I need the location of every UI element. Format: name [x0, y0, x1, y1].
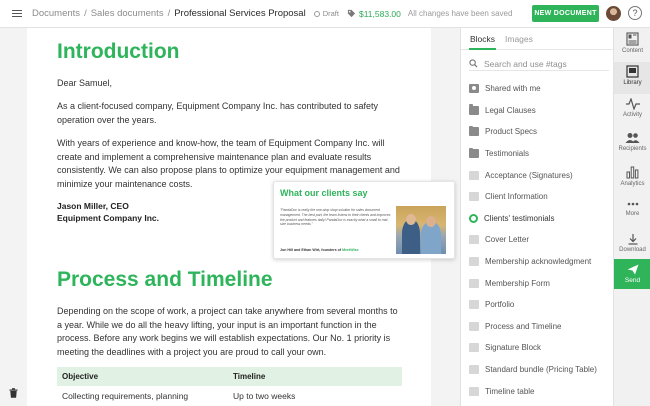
table-header-timeline: Timeline — [233, 372, 266, 381]
list-item[interactable] — [461, 164, 614, 186]
table-cell: Up to two weeks — [233, 391, 296, 401]
list-item-label: Legal Clauses — [485, 105, 536, 115]
recipients-icon — [625, 132, 640, 144]
menu-icon[interactable] — [12, 10, 22, 18]
list-item-label: Testimonials — [485, 149, 530, 159]
block-icon — [469, 387, 479, 396]
person-face — [406, 214, 416, 225]
draft-label: Draft — [322, 9, 339, 18]
table-header — [57, 367, 402, 386]
testimonial-photo — [396, 206, 446, 254]
rail-library-label: Library — [623, 80, 642, 86]
trash-icon[interactable] — [9, 388, 18, 398]
table-row — [57, 386, 402, 406]
testimonial-title: What our clients say — [280, 188, 368, 198]
rail-recipients-label: Recipients — [618, 146, 647, 152]
list-item[interactable] — [461, 208, 614, 230]
breadcrumb-documents[interactable]: Documents — [32, 8, 81, 19]
send-button[interactable] — [614, 259, 650, 289]
rail-content-label: Content — [621, 48, 643, 54]
greeting: Dear Samuel, — [57, 78, 113, 88]
list-item[interactable] — [461, 337, 614, 359]
search-icon — [469, 59, 478, 68]
list-item[interactable] — [461, 294, 614, 316]
rail-download[interactable] — [614, 233, 650, 259]
person-face — [426, 216, 436, 227]
list-item-label: Membership Form — [485, 278, 550, 288]
list-item-label: Acceptance (Signatures) — [485, 170, 573, 180]
breadcrumb-separator: / — [84, 8, 87, 19]
rail-recipients[interactable] — [614, 132, 650, 162]
content-icon — [626, 32, 639, 46]
folder-icon — [469, 127, 479, 136]
block-icon — [469, 322, 479, 331]
signature-company: Equipment Company Inc. — [57, 213, 160, 223]
person-figure — [402, 220, 420, 254]
rail-more-label: More — [625, 211, 640, 217]
block-search — [469, 57, 609, 71]
list-item-label: Product Specs — [485, 127, 538, 137]
list-item-label: Shared with me — [485, 84, 541, 94]
block-icon — [469, 192, 479, 201]
draft-status-icon — [314, 11, 320, 17]
folder-icon — [469, 149, 479, 158]
list-item-label: Timeline table — [485, 386, 535, 396]
table-cell: Collecting requirements, planning — [62, 391, 189, 401]
rail-analytics[interactable] — [614, 166, 650, 196]
testimonial-author — [280, 248, 359, 252]
active-tab-indicator — [469, 48, 496, 50]
breadcrumb-sales-documents[interactable]: Sales documents — [90, 8, 164, 19]
blocks-panel — [460, 28, 613, 406]
list-item[interactable] — [461, 121, 614, 143]
tab-images[interactable]: Images — [505, 34, 533, 44]
list-item-label: Client Information — [485, 192, 548, 202]
testimonial-quote: "PandaDoc is really the one-stop shop solution for sales document management. The best part, the team listens to their clients and improves the product and features daily! PandaDoc is exactly what a small to mid-size business needs." — [280, 208, 391, 227]
library-icon — [626, 65, 639, 78]
block-icon — [469, 235, 479, 244]
list-item[interactable] — [461, 100, 614, 122]
send-label: Send — [624, 277, 641, 284]
activity-icon — [626, 98, 640, 110]
timeline-table — [57, 367, 402, 406]
table-header-objective: Objective — [62, 372, 99, 381]
testimonial-author-brand: MeetWise — [342, 248, 359, 252]
rail-activity-label: Activity — [622, 112, 642, 118]
intro-heading: Introduction — [57, 40, 180, 63]
analytics-icon — [626, 166, 639, 179]
list-item[interactable] — [461, 359, 614, 381]
list-item[interactable] — [461, 316, 614, 338]
list-item-label: Standard bundle (Pricing Table) — [485, 365, 597, 375]
block-icon — [469, 300, 479, 309]
process-paragraph: Depending on the scope of work, a project can take anywhere from several months to a year. While we do all the heavy lifting, your input is an important function in the process. Before any work begins we will establish expectations. Our No. 1 priority is meeting the deadlines with a project you are proud to call your own. — [57, 306, 398, 357]
testimonial-author-text: Jon Hill and Ethan Wirt, founders of — [280, 248, 343, 252]
list-item[interactable] — [461, 143, 614, 165]
list-item-label: Membership acknowledgment — [485, 257, 592, 267]
intro-paragraph-1: As a client-focused company, Equipment Company Inc. has contributed to safety operation over the years. — [57, 101, 379, 125]
document-price: $11,583.00 — [358, 8, 401, 19]
avatar[interactable] — [606, 6, 621, 21]
save-status: All changes have been saved — [407, 9, 513, 18]
intro-paragraph-2: With years of experience and know-how, the team of Equipment Company Inc. will create and implement a comprehensive maintenance plan and evaluate results consistently. We can also propose plans to optimize your equipment management and minimize your maintenance costs. — [57, 138, 400, 189]
rail-download-label: Download — [619, 247, 646, 253]
folder-icon — [469, 106, 479, 115]
list-item[interactable] — [461, 251, 614, 273]
block-icon — [469, 279, 479, 288]
price-tag-icon — [347, 9, 356, 18]
download-icon — [627, 233, 639, 245]
document-title[interactable]: Professional Services Proposal — [174, 8, 306, 19]
rail-more[interactable] — [614, 202, 650, 228]
rail-activity[interactable] — [614, 98, 650, 128]
panel-tabs — [461, 28, 614, 50]
list-item-label: Portfolio — [485, 300, 515, 310]
new-document-button[interactable]: NEW DOCUMENT — [532, 5, 599, 22]
list-item[interactable] — [461, 272, 614, 294]
list-item-label: Cover Letter — [485, 235, 530, 245]
signature-name: Jason Miller, CEO — [57, 201, 129, 211]
list-item[interactable] — [461, 229, 614, 251]
testimonial-block-icon — [469, 214, 478, 223]
search-input[interactable] — [484, 59, 604, 69]
list-item[interactable] — [461, 186, 614, 208]
send-icon — [627, 264, 639, 275]
list-item[interactable] — [461, 380, 614, 402]
rail-analytics-label: Analytics — [620, 181, 645, 187]
shared-folder-icon — [469, 84, 479, 93]
testimonial-preview-card — [273, 181, 455, 259]
list-item-label: Signature Block — [485, 343, 542, 353]
breadcrumb-separator: / — [167, 8, 171, 19]
list-item-label: Process and Timeline — [485, 321, 562, 331]
block-icon — [469, 343, 479, 352]
block-icon — [469, 365, 479, 374]
right-rail — [613, 28, 650, 406]
draft-status[interactable] — [314, 9, 339, 18]
rail-library[interactable] — [614, 62, 650, 94]
more-icon — [627, 202, 639, 206]
tab-blocks[interactable]: Blocks — [470, 34, 496, 44]
help-icon[interactable]: ? — [628, 6, 642, 20]
block-list — [461, 78, 614, 402]
process-heading: Process and Timeline — [57, 268, 273, 291]
list-item-label: Clients' testimonials — [484, 213, 555, 223]
block-icon — [469, 171, 479, 180]
list-item[interactable] — [461, 78, 614, 100]
rail-content[interactable] — [614, 32, 650, 62]
block-icon — [469, 257, 479, 266]
